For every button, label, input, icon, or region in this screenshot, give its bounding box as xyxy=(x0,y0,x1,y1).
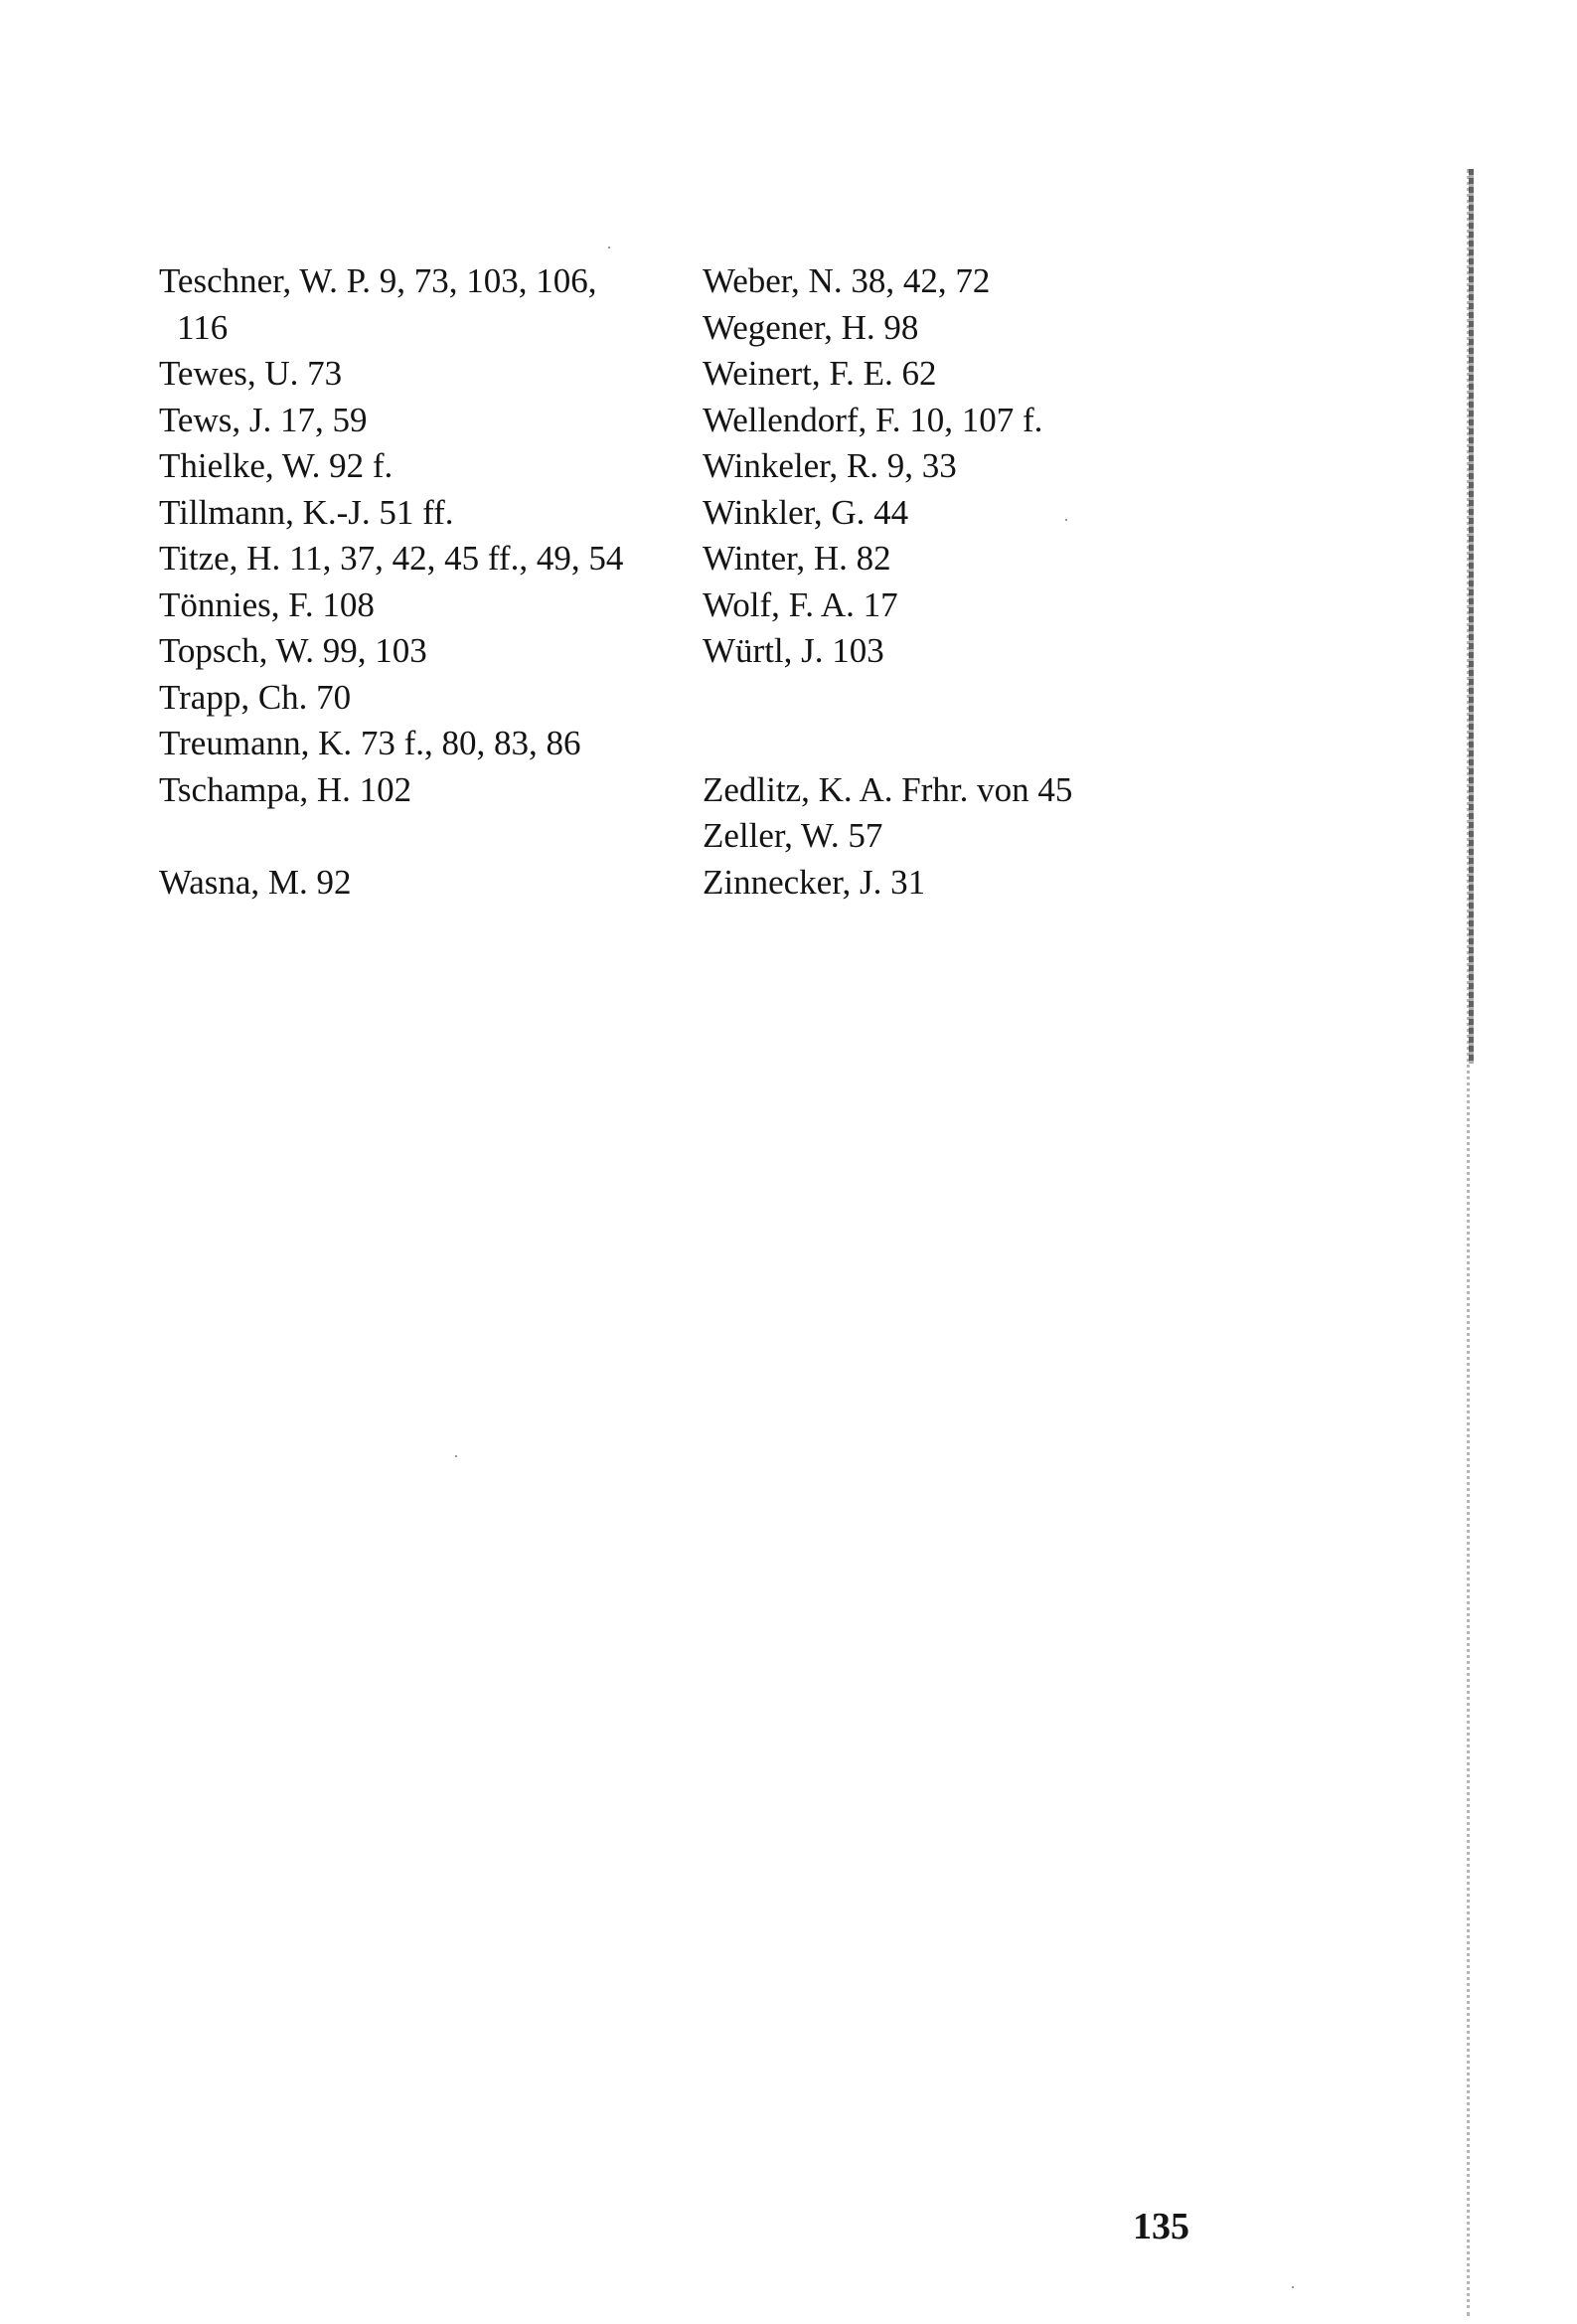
index-entry: Winkler, G. 44 xyxy=(703,492,909,532)
index-entry: Tews, J. 17, 59 xyxy=(159,400,368,439)
index-entry: Zeller, W. 57 xyxy=(703,816,883,855)
letter-group-gap xyxy=(703,721,1299,767)
index-entry: Treumann, K. 73 f., 80, 83, 86 xyxy=(159,724,581,762)
index-entry: Wegener, H. 98 xyxy=(703,307,919,347)
scan-binding-shadow xyxy=(1469,169,1474,1064)
index-entry: Tillmann, K.-J. 51 ff. xyxy=(159,492,454,532)
index-entry: Weinert, F. E. 62 xyxy=(703,354,937,393)
index-entry: Tewes, U. 73 xyxy=(159,354,343,393)
index-entry: Thielke, W. 92 f. xyxy=(159,446,394,485)
letter-group-gap xyxy=(159,813,676,860)
index-entry: Zedlitz, K. A. Frhr. von 45 xyxy=(703,769,1073,809)
index-entry: Winter, H. 82 xyxy=(703,539,891,578)
index-entry: Trapp, Ch. 70 xyxy=(159,677,352,717)
index-column-left xyxy=(159,258,676,906)
index-column-right xyxy=(703,258,1299,906)
index-entry-continuation: 116 xyxy=(177,307,229,347)
scan-speck xyxy=(1292,2286,1294,2288)
index-entry: Wellendorf, F. 10, 107 f. xyxy=(703,400,1043,439)
page-number: 135 xyxy=(1133,2206,1189,2247)
scan-speck xyxy=(455,1455,457,1457)
index-entry: Tönnies, F. 108 xyxy=(159,584,375,624)
letter-group-gap xyxy=(703,675,1299,722)
index-entry: Weber, N. 38, 42, 72 xyxy=(703,261,991,300)
index-entry: Wasna, M. 92 xyxy=(159,862,352,902)
scan-speck xyxy=(608,247,610,249)
index-entry: Titze, H. 11, 37, 42, 45 ff., 49, 54 xyxy=(159,539,624,578)
scan-speck xyxy=(1065,519,1067,521)
index-entry: Zinnecker, J. 31 xyxy=(703,862,926,902)
index-entry: Winkeler, R. 9, 33 xyxy=(703,446,957,485)
index-entry: Teschner, W. P. 9, 73, 103, 106, xyxy=(159,261,597,300)
index-entry: Tschampa, H. 102 xyxy=(159,769,412,809)
index-entry: Wolf, F. A. 17 xyxy=(703,584,898,624)
index-entry: Würtl, J. 103 xyxy=(703,631,884,670)
index-entry: Topsch, W. 99, 103 xyxy=(159,631,427,670)
